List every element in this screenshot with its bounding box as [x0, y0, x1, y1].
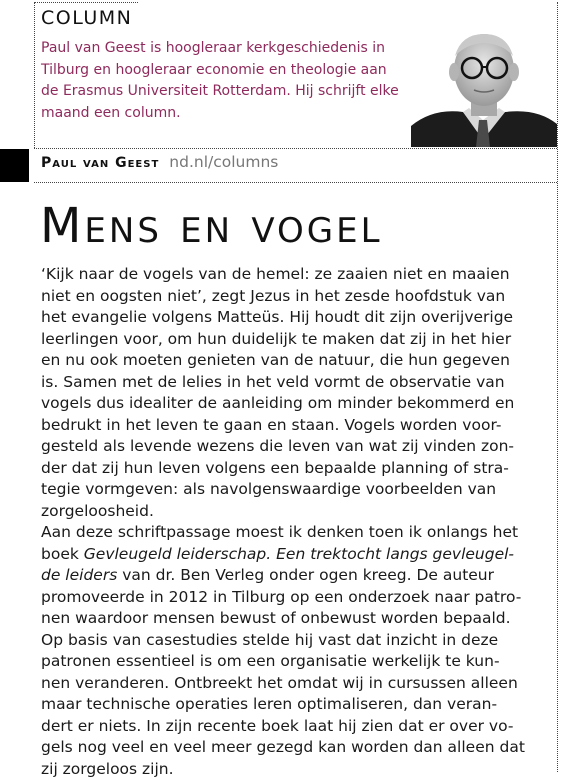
body-text: dert er niets. In zijn recente boek laat hij zien dat er over vo-	[41, 717, 513, 735]
body-text: nen veranderen. Ontbreekt het omdat wij in cursussen alleen	[41, 674, 518, 692]
author-portrait	[411, 28, 557, 147]
body-line	[41, 436, 514, 458]
frame-byline-line	[34, 182, 557, 183]
body-line	[41, 694, 497, 716]
body-text: promoveerde in 2012 in Tilburg op een onderzoek naar patro-	[41, 588, 521, 606]
body-text: der dat zij hun leven volgens een bepaalde planning of stra-	[41, 459, 509, 477]
body-line	[41, 630, 498, 652]
frame-mid-line	[34, 148, 557, 149]
body-text: Aan deze schriftpassage moest ik denken toen ik onlangs het	[41, 523, 518, 541]
author-intro: Paul van Geest is hoogleraar kerkgeschiedenis in Tilburg en hoogleraar economie en theologie aan de Erasmus Universiteit Rotterdam. Hij schrijft elke maand een column.	[41, 38, 401, 124]
book-title-text: de leiders	[41, 566, 117, 584]
body-text: tegie vormgeven: als navolgenswaardige voorbeelden van	[41, 480, 496, 498]
body-text: zorgeloosheid.	[41, 502, 154, 520]
body-line	[41, 737, 525, 759]
author-name: Paul van Geest	[41, 155, 159, 171]
body-line	[41, 350, 510, 372]
body-line	[41, 458, 509, 480]
body-line	[41, 522, 518, 544]
frame-top-line	[34, 2, 138, 3]
body-line	[41, 673, 518, 695]
body-text: niet en oogsten niet’, zegt Jezus in het zesde hoofdstuk van	[41, 287, 505, 305]
body-text: van dr. Ben Verleg onder ogen kreeg. De auteur	[117, 566, 494, 584]
body-text: ‘Kijk naar de vogels van de hemel: ze zaaien niet en maaien	[41, 265, 510, 283]
body-text: gesteld als levende wezens die leven van wat zij vinden zon-	[41, 437, 514, 455]
body-line	[41, 544, 514, 566]
body-line	[41, 587, 521, 609]
frame-left-line	[34, 2, 35, 148]
body-text: bedrukt in het leven te gaan en staan. Vogels worden voor-	[41, 416, 501, 434]
body-line	[41, 372, 505, 394]
book-title-text: Gevleugeld leiderschap. Een trektocht langs gevleugel-	[84, 545, 514, 563]
body-text: boek	[41, 545, 84, 563]
body-line	[41, 286, 505, 308]
body-line	[41, 651, 500, 673]
body-text: is. Samen met de lelies in het veld vormt de observatie van	[41, 373, 505, 391]
body-text: het evangelie volgens Matteüs. Hij houdt dit zijn overijverige	[41, 308, 513, 326]
body-text: maar technische operaties leren optimaliseren, dan veran-	[41, 695, 497, 713]
body-text: zij zorgeloos zijn.	[41, 760, 174, 778]
byline	[41, 152, 278, 173]
body-line	[41, 393, 514, 415]
section-label: COLUMN	[41, 6, 132, 30]
body-line	[41, 716, 513, 738]
columns-link[interactable]: nd.nl/columns	[169, 153, 278, 171]
body-line	[41, 307, 513, 329]
body-text: patronen essentieel is om een organisatie werkelijk te kun-	[41, 652, 500, 670]
section-marker-block	[0, 149, 29, 182]
body-line	[41, 759, 174, 780]
body-line	[41, 264, 510, 286]
body-text: gels nog veel en veel meer gezegd kan worden dan alleen dat	[41, 738, 525, 756]
body-line	[41, 415, 501, 437]
body-text: Op basis van casestudies stelde hij vast dat inzicht in deze	[41, 631, 498, 649]
body-text: leerlingen voor, om hun duidelijk te maken dat zij in het hier	[41, 330, 511, 348]
body-line	[41, 329, 511, 351]
body-line	[41, 501, 154, 523]
body-text: nen waardoor mensen bewust of onbewust worden bepaald.	[41, 609, 511, 627]
body-line	[41, 608, 511, 630]
body-line	[41, 479, 496, 501]
body-text: en nu ook moeten genieten van de natuur, die hun gegeven	[41, 351, 510, 369]
body-text: vogels dus idealiter de aanleiding om minder bekommerd en	[41, 394, 514, 412]
article-title: Mens en vogel	[40, 196, 383, 256]
frame-right-line	[557, 2, 558, 772]
body-line	[41, 565, 494, 587]
